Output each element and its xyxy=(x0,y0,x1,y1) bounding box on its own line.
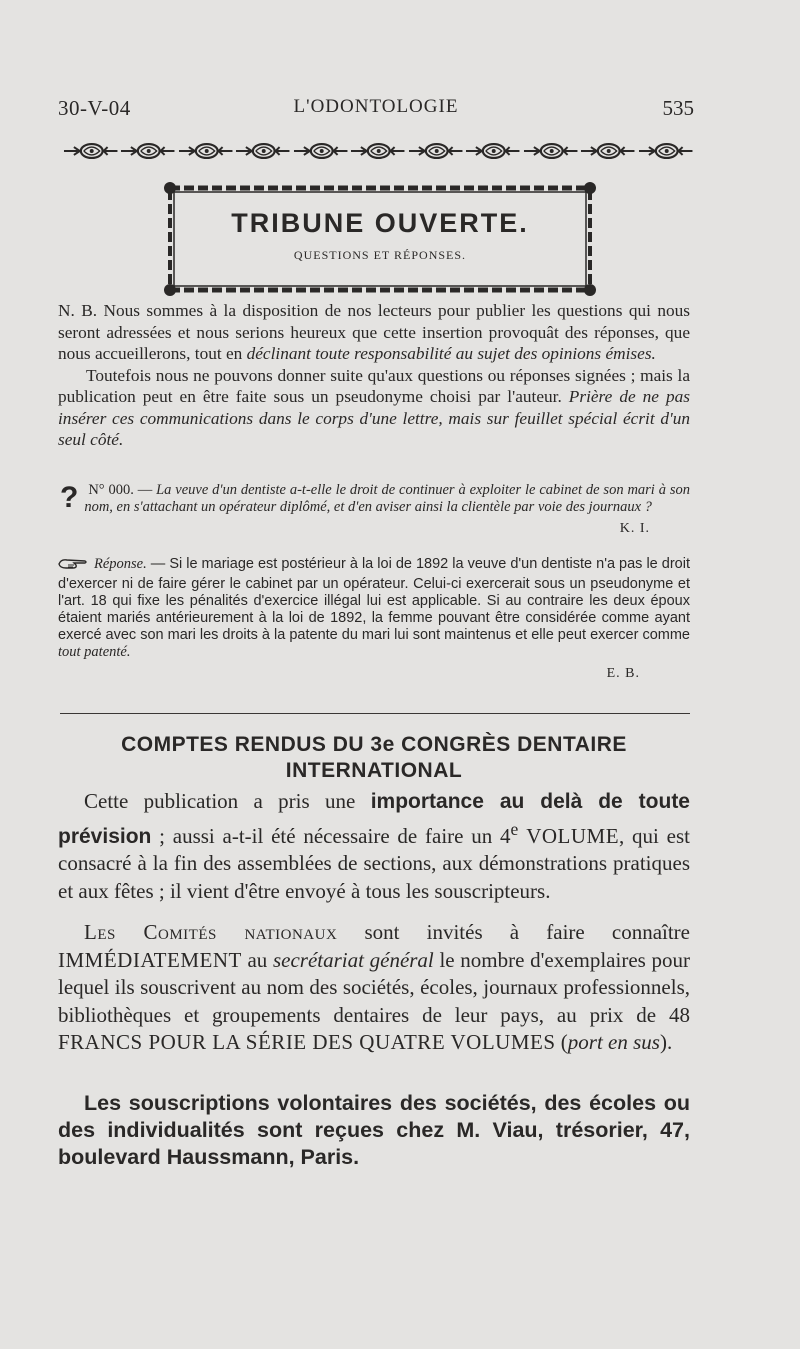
superscript: e xyxy=(510,818,519,839)
note-italic-2: Prière de ne pas insérer ces communications dans le corps d'une lettre, mais sur feuillet spécial écrit d'un seul côté. xyxy=(58,387,690,449)
journal-title: L'ODONTOLOGIE xyxy=(293,96,459,117)
text-run: sont invités à faire connaître xyxy=(337,920,690,944)
flourish-ornament-icon xyxy=(234,140,291,162)
flourish-ornament-icon xyxy=(349,140,406,162)
text-run: ( xyxy=(555,1030,568,1054)
small-caps-text: IMMÉDIATEMENT xyxy=(58,947,242,972)
emphasis-text: importance au delà de toute prévision xyxy=(58,790,690,848)
note-italic: déclinant toute responsabilité au sujet des opinions émises. xyxy=(246,344,656,363)
small-caps-text: FRANCS POUR LA SÉRIE DES QUATRE VOLUMES xyxy=(58,1030,556,1054)
answer-italic: tout patenté. xyxy=(58,644,131,660)
section-subtitle: QUESTIONS ET RÉPONSES. xyxy=(293,248,467,262)
answer-block xyxy=(58,556,690,682)
question-text: La veuve d'un dentiste a-t-elle le droit de continuer à exploiter le cabinet de son mari à son nom, en s'attachant un opérateur diplômé, et d'en aviser ainsi la clientèle par voie des journaux ? xyxy=(84,482,690,515)
flourish-ornament-icon xyxy=(637,140,694,162)
italic-text: port en sus xyxy=(567,1030,660,1054)
flourish-ornament-icon xyxy=(119,140,176,162)
comptes-title-line1: COMPTES RENDUS DU 3e CONGRÈS DENTAIRE xyxy=(121,733,627,756)
comptes-body xyxy=(58,788,690,1057)
small-caps-text: VOLUME xyxy=(518,823,620,848)
question-number: N° 000. — xyxy=(88,482,153,498)
question-signature: K. I. xyxy=(619,521,650,536)
text-run: ). xyxy=(659,1030,673,1054)
note-text: N. B. Nous sommes à la disposition de nos lecteurs pour publier les questions qui nous seront adressées et nous serions heureux que cette insertion provoquât des réponses, que nous accueillerons, tout en xyxy=(58,301,690,363)
section-title: TRIBUNE OUVERTE. xyxy=(231,208,529,238)
running-head xyxy=(58,96,694,126)
flourish-ornament-icon xyxy=(407,140,464,162)
flourish-ornament-icon xyxy=(292,140,349,162)
comptes-title-line2: INTERNATIONAL xyxy=(285,759,463,782)
subscription-notice xyxy=(58,1090,690,1171)
editorial-note xyxy=(58,300,690,451)
section-divider xyxy=(60,713,690,714)
comptes-title xyxy=(58,732,690,784)
pointing-hand-icon xyxy=(58,557,88,576)
answer-signature: E. B. xyxy=(606,666,640,681)
note-text-2: Toutefois nous ne pouvons donner suite qu'aux questions ou réponses signées ; mais la publication peut en être faite sous un pseudonyme choisi par l'auteur. xyxy=(58,365,690,406)
question-mark-icon: ? xyxy=(60,481,79,514)
text-run: Cette publication a pris une xyxy=(84,789,371,813)
comptes-paragraph-1 xyxy=(58,788,690,905)
flourish-ornament-icon xyxy=(579,140,636,162)
flourish-ornament-icon xyxy=(62,140,119,162)
ornament-row xyxy=(62,140,694,162)
flourish-ornament-icon xyxy=(522,140,579,162)
page-number: 535 xyxy=(662,96,694,120)
flourish-ornament-icon xyxy=(464,140,521,162)
flourish-ornament-icon xyxy=(177,140,234,162)
italic-text: secrétariat général xyxy=(272,947,434,972)
text-run: ; aussi a-t-il été nécessaire de faire un 4 xyxy=(151,823,511,848)
subscription-text: Les souscriptions volontaires des sociétés, des écoles ou des individualités sont reçues chez M. Viau, trésorier, 47, boulevard Haussmann, Paris. xyxy=(58,1091,690,1169)
answer-label: Réponse. xyxy=(94,556,147,572)
question-block xyxy=(58,482,690,537)
comptes-paragraph-2 xyxy=(58,919,690,1057)
text-run: , qui est consacré à la fin des assemblées de sections, aux démonstrations pratiques et aux fêtes ; il vient d'être envoyé à tous les souscripteurs. xyxy=(58,823,690,903)
answer-text: — Si le mariage est postérieur à la loi de 1892 la veuve d'un dentiste n'a pas le droit d'exercer ni de faire gérer le cabinet par un opérateur. Celui-ci exercerait sous un pseudonyme et l'art. 18 qui fixe les pénalités d'exercice illégal lui est applicable. Si au contraire les deux époux étaient mariés antérieurement à la loi de 1892, la femme pouvant être considérée comme ayant exercé avec son mari les droits à la patente du mari lui sont maintenus et elle peut exercer comme xyxy=(58,556,690,643)
small-caps-text: Les Comités nationaux xyxy=(84,920,338,944)
text-run: au xyxy=(241,947,273,972)
text-run: le nombre d'exemplaires pour lequel ils souscrivent au nom des sociétés, écoles, journaux professionnels, bibliothèques et groupements dentaires de leur pays, au prix de 48 xyxy=(58,947,690,1027)
issue-date: 30-V-04 xyxy=(58,96,131,120)
